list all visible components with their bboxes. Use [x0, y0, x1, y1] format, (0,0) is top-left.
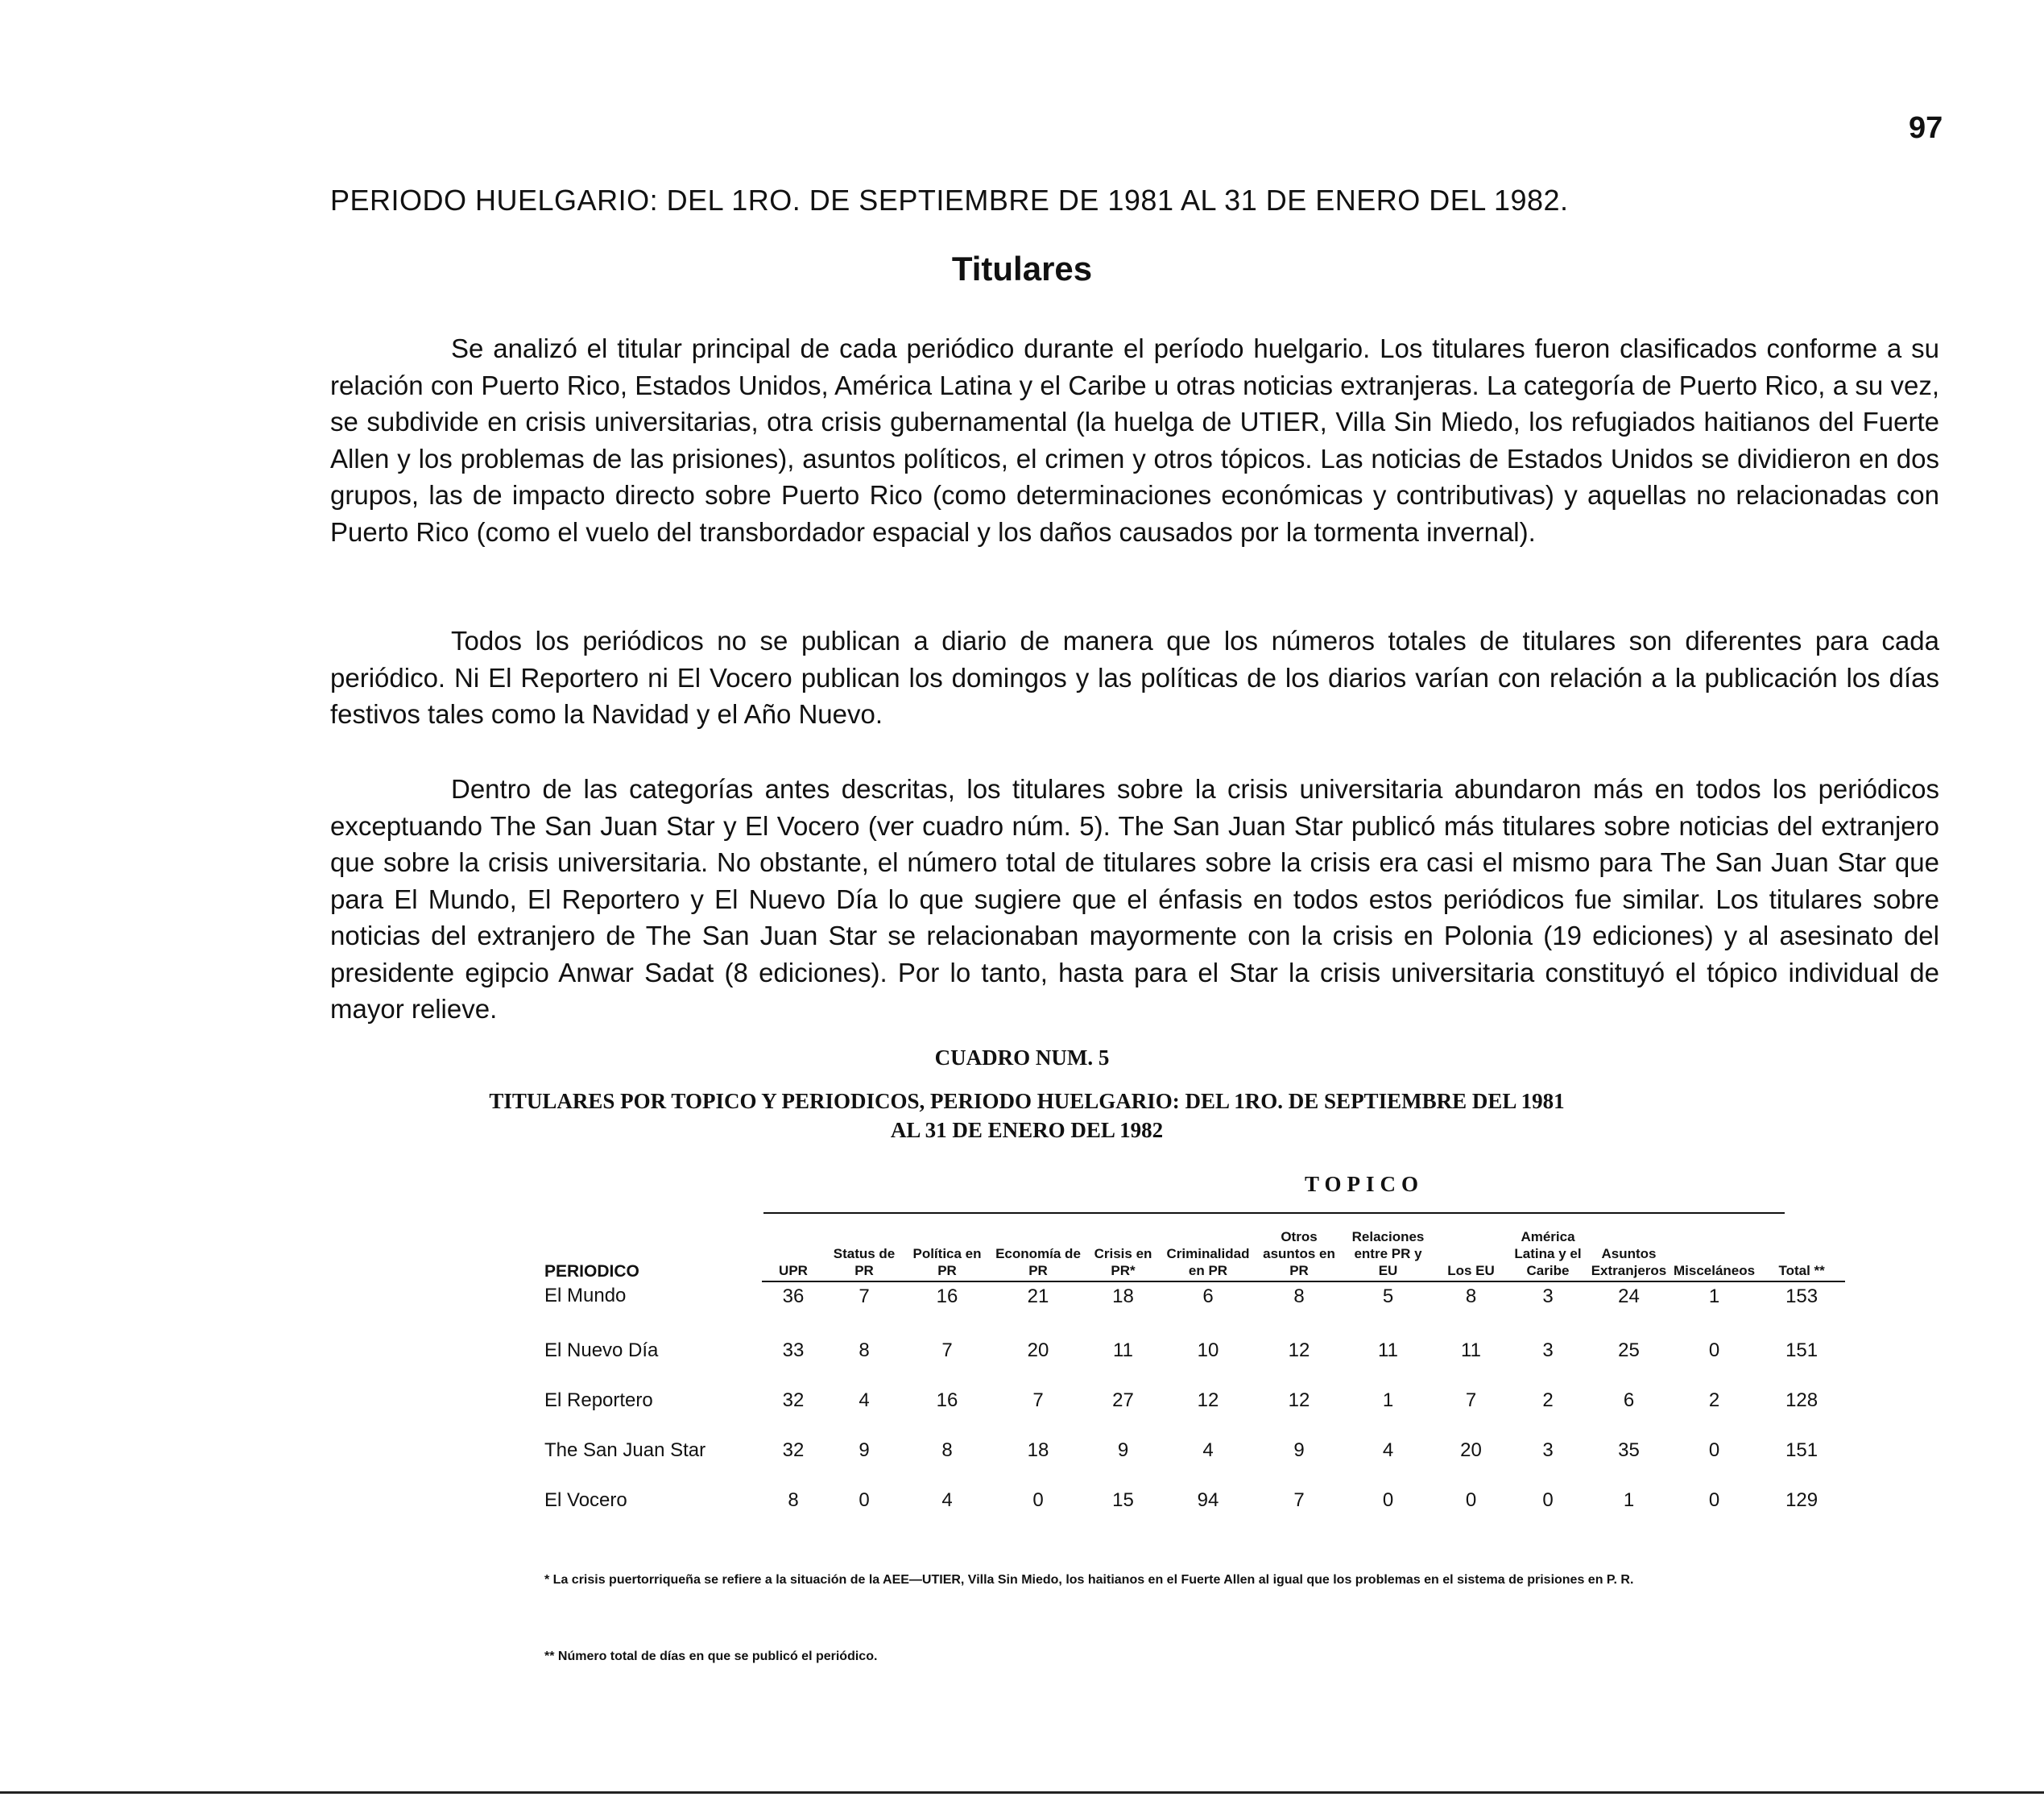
table-row	[541, 1426, 1845, 1476]
column-header: Asuntos Extranjeros	[1587, 1228, 1670, 1281]
cell: 7	[1293, 1489, 1305, 1511]
cell: 15	[1112, 1489, 1134, 1511]
table-row	[541, 1326, 1845, 1376]
paragraph-1-text: Se analizó el titular principal de cada periódico durante el período huelgario. Los titulares fueron clasificados conforme a su relación con Puerto Rico, Estados Unidos, América Latina y el Caribe u otras noticias extranjeras. La categoría de Puerto Rico, a su vez, se subdivide en crisis universitarias, otra crisis gubernamental (la huelga de UTIER, Villa Sin Miedo, los refugiados haitianos del Fuerte Allen y los problemas de las prisiones), asuntos políticos, el crimen y otros tópicos. Las noticias de Estados Unidos se dividieron en dos grupos, las de impacto directo sobre Puerto Rico (como determinaciones económicas y contributivas) y aquellas no relacionadas con Puerto Rico (como el vuelo del transbordador espacial y los daños causados por la tormenta invernal).	[330, 333, 1939, 547]
column-header: Economía de PR	[991, 1228, 1086, 1281]
topic-group-label: TOPICO	[1305, 1172, 1425, 1196]
cell: 33	[782, 1339, 805, 1361]
column-header: Los EU	[1434, 1228, 1508, 1281]
cell: 4	[941, 1489, 953, 1511]
cell: 8	[859, 1339, 870, 1361]
cell: 2	[1542, 1389, 1554, 1411]
cell: 12	[1288, 1389, 1310, 1411]
cell: 24	[1618, 1285, 1640, 1307]
bottom-rule	[0, 1791, 2044, 1794]
cell: 9	[859, 1439, 870, 1461]
table-header-row	[541, 1228, 1845, 1281]
cell: 7	[1032, 1389, 1044, 1411]
cell: 10	[1197, 1339, 1219, 1361]
cell: 3	[1542, 1439, 1554, 1461]
cell: 151	[1785, 1439, 1818, 1461]
paragraph-3-text: Dentro de las categorías antes descritas, los titulares sobre la crisis universitaria abundaron más en todos los periódicos exceptuando The San Juan Star y El Vocero (ver cuadro núm. 5). The San Juan Star publicó más titulares sobre noticias del extranjero que sobre la crisis universitaria. No obstante, el número total de titulares sobre la crisis era casi el mismo para The San Juan Star que para El Mundo, El Reportero y El Nuevo Día lo que sugiere que el énfasis en todos estos periódicos fue similar. Los titulares sobre noticias del extranjero de The San Juan Star se relacionaban mayormente con la crisis en Polonia (19 ediciones) y al asesinato del presidente egipcio Anwar Sadat (8 ediciones). Por lo tanto, hasta para el Star la crisis universitaria constituyó el tópico individual de mayor relieve.	[330, 774, 1939, 1024]
column-header: Misceláneos	[1670, 1228, 1758, 1281]
cell: 5	[1382, 1285, 1394, 1307]
cell: 0	[1542, 1489, 1554, 1511]
row-name: El Mundo	[544, 1285, 627, 1306]
table-number: CUADRO NUM. 5	[934, 1045, 1110, 1070]
cell: 35	[1618, 1439, 1640, 1461]
cell: 8	[941, 1439, 953, 1461]
cell: 1	[1623, 1489, 1635, 1511]
cell: 151	[1785, 1339, 1818, 1361]
cell: 12	[1288, 1339, 1310, 1361]
row-name: The San Juan Star	[544, 1439, 706, 1461]
column-header-periodico: PERIODICO	[544, 1262, 639, 1281]
cell: 8	[788, 1489, 799, 1511]
cell: 9	[1293, 1439, 1305, 1461]
table-title: TITULARES POR TOPICO Y PERIODICOS, PERIODO HUELGARIO: DEL 1RO. DE SEPTIEMBRE DEL 1981 AL 31 DE ENERO DEL 1982	[489, 1089, 1565, 1142]
column-header: Crisis en PR*	[1086, 1228, 1161, 1281]
cell: 0	[859, 1489, 870, 1511]
cell: 3	[1542, 1285, 1554, 1307]
headlines-table	[541, 1228, 1845, 1526]
row-name: El Vocero	[544, 1489, 627, 1511]
cell: 7	[859, 1285, 870, 1307]
cell: 16	[936, 1285, 958, 1307]
cell: 94	[1197, 1489, 1219, 1511]
column-header: Status de PR	[825, 1228, 904, 1281]
cell: 129	[1785, 1489, 1818, 1511]
cell: 27	[1112, 1389, 1134, 1411]
cell: 32	[782, 1439, 805, 1461]
paragraph-1	[330, 330, 1939, 550]
table-row	[541, 1376, 1845, 1426]
cell: 32	[782, 1389, 805, 1411]
cell: 7	[1465, 1389, 1477, 1411]
period-heading: PERIODO HUELGARIO: DEL 1RO. DE SEPTIEMBRE DE 1981 AL 31 DE ENERO DEL 1982.	[330, 184, 1569, 217]
column-header: Política en PR	[904, 1228, 991, 1281]
cell: 0	[1708, 1339, 1720, 1361]
paragraph-2	[330, 623, 1939, 733]
table-row	[541, 1476, 1845, 1526]
cell: 1	[1708, 1285, 1720, 1307]
table-row	[541, 1281, 1845, 1326]
cell: 0	[1465, 1489, 1477, 1511]
cell: 25	[1618, 1339, 1640, 1361]
cell: 8	[1293, 1285, 1305, 1307]
footnote-crisis: * La crisis puertorriqueña se refiere a la situación de la AEE—UTIER, Villa Sin Miedo, los haitianos en el Fuerte Allen al igual que los problemas en el sistema de prisiones en P. R.	[544, 1573, 1634, 1587]
cell: 11	[1461, 1339, 1481, 1361]
footnote-total: ** Número total de días en que se publicó el periódico.	[544, 1650, 878, 1663]
cell: 6	[1202, 1285, 1214, 1307]
cell: 12	[1197, 1389, 1219, 1411]
cell: 18	[1112, 1285, 1134, 1307]
cell: 20	[1027, 1339, 1049, 1361]
row-name: El Reportero	[544, 1389, 653, 1411]
column-header: Criminalidad en PR	[1161, 1228, 1256, 1281]
cell: 6	[1623, 1389, 1635, 1411]
cell: 0	[1032, 1489, 1044, 1511]
column-header: Total **	[1758, 1228, 1845, 1281]
section-title: Titulares	[951, 250, 1093, 288]
column-header: Otros asuntos en PR	[1256, 1228, 1343, 1281]
cell: 18	[1027, 1439, 1049, 1461]
page-number: 97	[1909, 111, 1943, 145]
paragraph-3	[330, 771, 1939, 1028]
cell: 128	[1785, 1389, 1818, 1411]
column-header: UPR	[762, 1228, 825, 1281]
cell: 3	[1542, 1339, 1554, 1361]
cell: 16	[936, 1389, 958, 1411]
cell: 2	[1708, 1389, 1720, 1411]
cell: 7	[941, 1339, 953, 1361]
cell: 9	[1117, 1439, 1129, 1461]
cell: 153	[1785, 1285, 1818, 1307]
cell: 0	[1382, 1489, 1394, 1511]
cell: 4	[1202, 1439, 1214, 1461]
cell: 4	[859, 1389, 870, 1411]
topic-rule	[763, 1212, 1785, 1214]
column-header: Relaciones entre PR y EU	[1343, 1228, 1434, 1281]
column-header: América Latina y el Caribe	[1508, 1228, 1587, 1281]
cell: 36	[782, 1285, 805, 1307]
cell: 0	[1708, 1439, 1720, 1461]
row-name: El Nuevo Día	[544, 1339, 659, 1361]
cell: 1	[1382, 1389, 1394, 1411]
cell: 11	[1378, 1339, 1398, 1361]
cell: 11	[1113, 1339, 1133, 1361]
cell: 4	[1382, 1439, 1394, 1461]
cell: 8	[1465, 1285, 1477, 1307]
cell: 0	[1708, 1489, 1720, 1511]
cell: 21	[1027, 1285, 1049, 1307]
cell: 20	[1460, 1439, 1482, 1461]
paragraph-2-text: Todos los periódicos no se publican a diario de manera que los números totales de titulares son diferentes para cada periódico. Ni El Reportero ni El Vocero publican los domingos y las políticas de los diarios varían con relación a la publicación los días festivos tales como la Navidad y el Año Nuevo.	[330, 626, 1939, 729]
